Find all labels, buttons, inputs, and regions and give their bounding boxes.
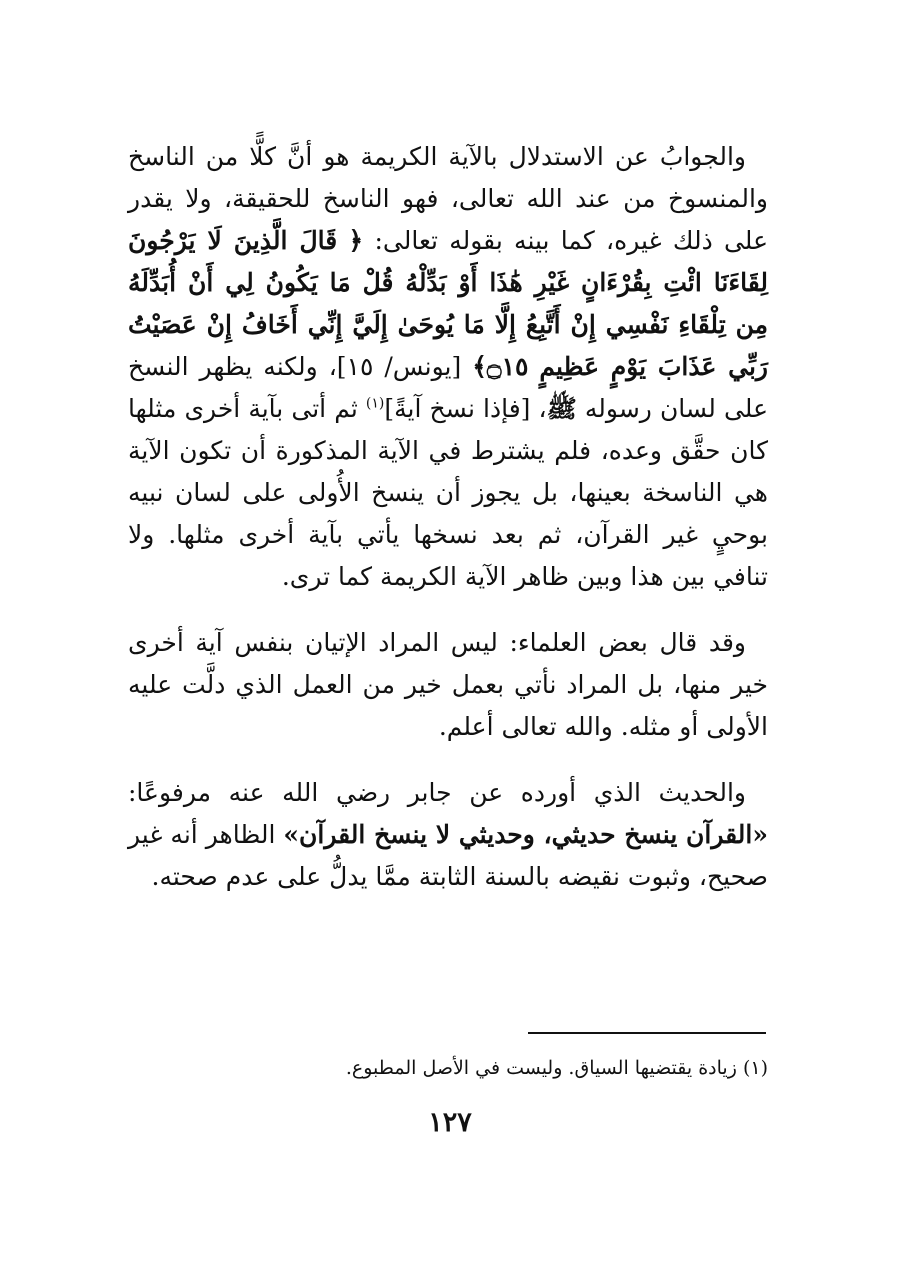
footnote (128, 1051, 768, 1085)
paragraph-1 (128, 136, 768, 598)
quran-bracket-close: ﴾ (472, 352, 487, 381)
paragraph-3-intro: والحديث الذي أورده عن جابر رضي الله عنه مرفوعًا: (128, 778, 746, 807)
footnote-number: (١) (742, 1057, 768, 1079)
verse-citation: [يونس/ ١٥]، ولكنه يظهر النسخ على لسان رسوله (128, 352, 768, 423)
footnote-separator (528, 1032, 766, 1034)
paragraph-3 (128, 772, 768, 898)
paragraph-2: وقد قال بعض العلماء: ليس المراد الإتيان بنفس آية أخرى خير منها، بل المراد نأتي بعمل خير من العمل الذي دلَّت عليه الأولى أو مثله. والله تعالى أعلم. (128, 628, 768, 741)
salawat-glyph: ﷺ (546, 394, 577, 423)
paragraph-1-rest: ثم أتى بآية أخرى مثلها كان حقَّق وعده، فلم يشترط في الآية المذكورة أن تكون الآية هي الناسخة بعينها، بل يجوز أن ينسخ الأُولى على لسان نبيه بوحيٍ غير القرآن، ثم بعد نسخها يأتي بآية أخرى مثلها. ولا تنافي بين هذا وبين ظاهر الآية الكريمة كما ترى. (128, 394, 768, 591)
page-number: ١٢٧ (428, 1107, 472, 1138)
paragraph-1-intro: والجوابُ عن الاستدلال بالآية الكريمة هو أنَّ كلًّا من الناسخ والمنسوخ من عند الله تعالى، فهو الناسخ للحقيقة، ولا يقدر على ذلك غيره، كما بينه بقوله تعالى: (128, 142, 769, 255)
verse-number: ۝١٥ (486, 352, 529, 381)
quran-verse: قَالَ الَّذِينَ لَا يَرْجُونَ لِقَاءَنَا ائْتِ بِقُرْءَانٍ غَيْرِ هَٰذَا أَوْ بَدِّلْهُ قُلْ مَا يَكُونُ لِي أَنْ أُبَدِّلَهُ مِن تِلْقَاءِ نَفْسِي إِنْ أَتَّبِعُ إِلَّا مَا يُوحَىٰ إِلَيَّ إِنِّي أَخَافُ إِنْ عَصَيْتُ رَبِّي عَذَابَ يَوْمٍ عَظِيمٍ (128, 226, 768, 381)
footnote-marker: (١) (365, 395, 385, 412)
footnote-text: زيادة يقتضيها السياق. وليست في الأصل المطبوع. (345, 1057, 737, 1079)
hadith-quote: «القرآن ينسخ حديثي، وحديثي لا ينسخ القرآن» (283, 820, 768, 849)
inserted-phrase: ، [فإذا نسخ آيةً] (384, 394, 547, 423)
paragraph-3-rest: الظاهر أنه غير صحيح، وثبوت نقيضه بالسنة الثابتة ممَّا يدلُّ على عدم صحته. (128, 820, 768, 891)
main-text (128, 136, 768, 898)
quran-bracket-open: ﴿ (348, 226, 364, 255)
